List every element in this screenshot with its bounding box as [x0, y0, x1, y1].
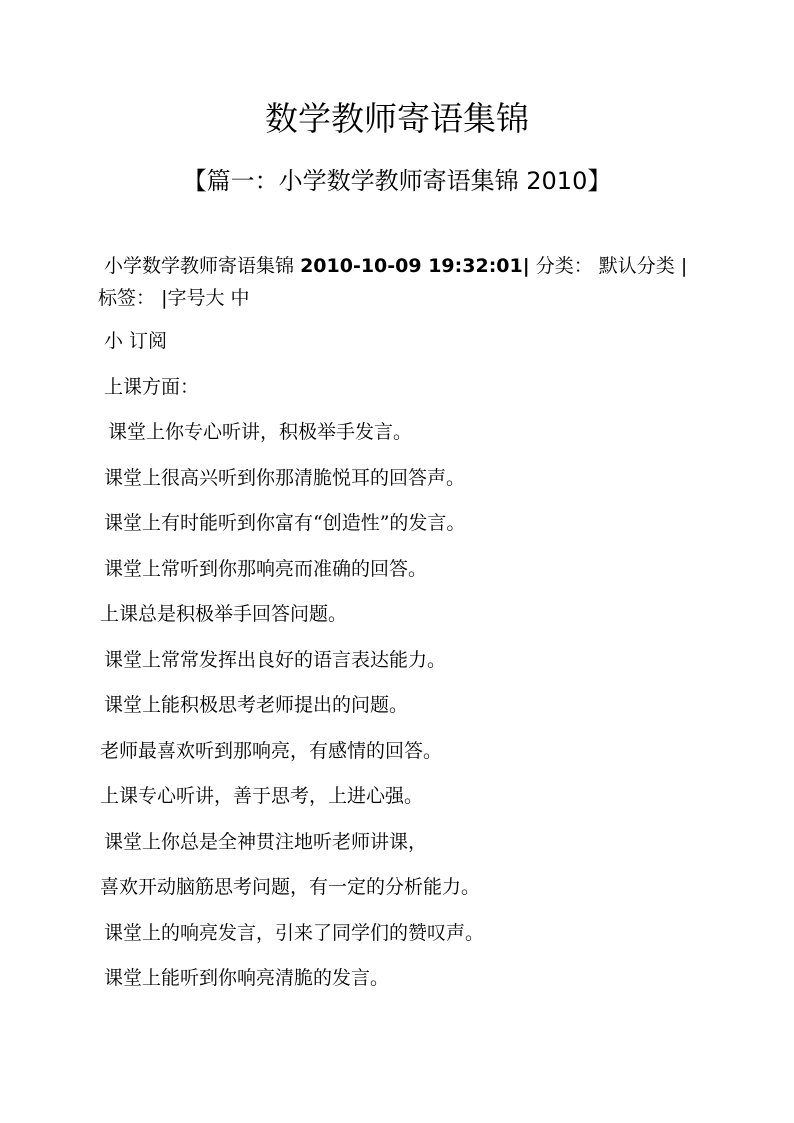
paragraph: 上课方面：: [104, 375, 200, 398]
paragraph: 课堂上的响亮发言，引来了同学们的赞叹声。: [104, 921, 485, 944]
paragraph: 课堂上常常发挥出良好的语言表达能力。: [104, 648, 447, 671]
meta-line-1: [98, 250, 718, 282]
paragraph: 课堂上你专心听讲，积极举手发言。: [108, 421, 413, 443]
paragraph: 课堂上能听到你响亮清脆的发言。: [104, 967, 390, 989]
document-title: 数学教师寄语集锦: [265, 99, 529, 138]
meta-tags-label: 标签：: [98, 287, 156, 309]
paragraph: 课堂上有时能听到你富有“创造性”的发言。: [104, 512, 466, 534]
meta-name: 小学数学教师寄语集锦: [104, 255, 295, 277]
meta-timestamp: 2010-10-09 19:32:01|: [300, 255, 530, 277]
paragraph: 喜欢开动脑筋思考问题，有一定的分析能力。: [100, 876, 481, 898]
paragraph: 小 订阅: [104, 330, 168, 352]
paragraph: 课堂上能积极思考老师提出的问题。: [104, 694, 409, 716]
paragraph: 老师最喜欢听到那响亮，有感情的回答。: [100, 739, 443, 762]
meta-category-label: 分类：: [535, 255, 593, 277]
paragraph: 上课专心听讲，善于思考，上进心强。: [100, 785, 424, 807]
post-meta: [98, 250, 718, 314]
meta-font-size: |字号大 中: [161, 287, 250, 309]
paragraph: 课堂上常听到你那响亮而准确的回答。: [104, 557, 428, 580]
document-body: [100, 326, 720, 1009]
paragraph: 课堂上很高兴听到你那清脆悦耳的回答声。: [104, 466, 466, 489]
paragraph: 上课总是积极举手回答问题。: [100, 603, 348, 625]
document-subtitle: 【篇一：小学数学教师寄语集锦 2010】: [182, 167, 612, 195]
paragraph: 课堂上你总是全神贯注地听老师讲课，: [104, 830, 428, 853]
meta-category-value: 默认分类 |: [598, 255, 688, 277]
meta-line-2: [98, 282, 718, 314]
